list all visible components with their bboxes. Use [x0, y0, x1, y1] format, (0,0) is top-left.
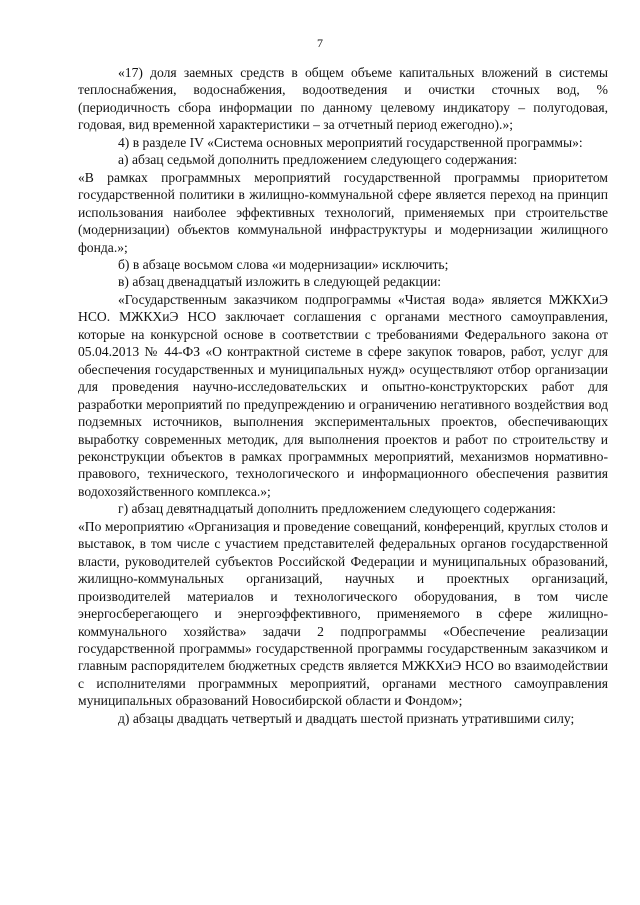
paragraph: а) абзац седьмой дополнить предложением следующего содержания: — [118, 152, 518, 168]
paragraph: «По мероприятию «Организация и проведение совещаний, конференций, круглых столов и выставок, в том числе с участием представителей федеральных органов государственной власти, руководителей субъектов Российской Федерации и муниципальных образований, жилищно-коммунальных организаций, научных и проектных организаций, производителей материалов и технологического оборудования, в том числе энергосберегающего и энергоэффективного, применяемого в сфере жилищно-коммунального хозяйства» задачи 2 подпрограммы «Обеспечение реализации государственной программы» государственной программы государственным заказчиком и главным распорядителем бюджетных средств является МЖКХиЭ НСО во взаимодействии с исполнителями программных мероприятий, органами местного самоуправления муниципальных образований Новосибирской области и Фондом»; — [78, 518, 608, 709]
document-body — [78, 64, 608, 727]
paragraph: «Государственным заказчиком подпрограммы «Чистая вода» является МЖКХиЭ НСО. МЖКХиЭ НСО заключает соглашения с органами местного самоуправления, которые на конкурсной основе в соответствии с требованиями Федерального закона от 05.04.2013 № 44-ФЗ «О контрактной системе в сфере закупок товаров, работ, услуг для обеспечения государственных и муниципальных нужд» осуществляют отбор организации для проведения научно-исследовательских и опытно-конструкторских работ для разработки мероприятий по предупреждению и ограничению негативного воздействия вод подземных источников, выполнения экспериментальных проектов, обеспечивающих выработку современных методик, для выполнения проектов и работ по строительству и реконструкции объектов в рамках программных мероприятий, механизмов нормативно-правового, технического, технологического и информационного обеспечения развития водохозяйственного комплекса.»; — [78, 291, 608, 499]
paragraph: г) абзац девятнадцатый дополнить предложением следующего содержания: — [118, 501, 556, 517]
page-number: 7 — [317, 36, 323, 50]
paragraph: д) абзацы двадцать четвертый и двадцать шестой признать утратившими силу; — [118, 710, 575, 726]
paragraph: 4) в разделе IV «Система основных мероприятий государственной программы»: — [118, 134, 583, 150]
paragraph: в) абзац двенадцатый изложить в следующей редакции: — [118, 274, 442, 290]
paragraph: б) в абзаце восьмом слова «и модернизации» исключить; — [118, 256, 449, 272]
paragraph: «17) доля заемных средств в общем объеме капитальных вложений в системы теплоснабжения, водоснабжения, водоотведения и очистки сточных вод, % (периодичность сбора информации по данному целевому индикатору – полугодовая, годовая, вид временной характеристики – за отчетный период ежегодно).»; — [78, 65, 608, 133]
paragraph: «В рамках программных мероприятий государственной программы приоритетом государственной политики в жилищно-коммунальной сфере является переход на принцип использования наиболее эффективных технологий, применяемых при строительстве (модернизации) объектов коммунальной инфраструктуры и модернизации жилищного фонда.»; — [78, 169, 608, 255]
